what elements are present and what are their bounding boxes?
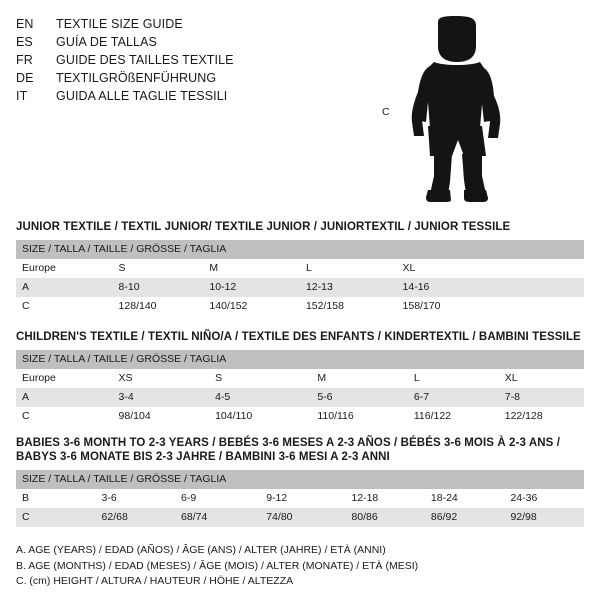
language-title: GUIDA ALLE TAGLIE TESSILI	[56, 89, 228, 103]
cell: L	[408, 369, 499, 388]
size-header-label: SIZE / TALLA / TAILLE / GRÖSSE / TAGLIA	[16, 240, 584, 259]
row-label: Europe	[16, 369, 113, 388]
language-code: FR	[16, 53, 33, 67]
cell: 14-16	[397, 278, 494, 297]
table-row	[16, 278, 584, 297]
section-babies-textile	[16, 436, 584, 527]
cell: 6-7	[408, 388, 499, 407]
legend-line-age-years: A. AGE (YEARS) / EDAD (AÑOS) / ÂGE (ANS) / ALTER (JAHRE) / ETÀ (ANNI)	[16, 544, 386, 556]
cell: XS	[113, 369, 210, 388]
cell: 86/92	[425, 508, 505, 527]
row-label: A	[16, 388, 113, 407]
table-row	[16, 508, 584, 527]
language-title: GUIDE DES TAILLES TEXTILE	[56, 53, 234, 67]
table-row	[16, 407, 584, 426]
row-label: A	[16, 278, 113, 297]
language-code: ES	[16, 35, 33, 49]
cell: XL	[499, 369, 584, 388]
row-label: C	[16, 297, 113, 316]
cell: 110/116	[311, 407, 408, 426]
cell: 62/68	[96, 508, 176, 527]
cell: 6-9	[175, 489, 260, 508]
cell: 122/128	[499, 407, 584, 426]
language-title: GUÍA DE TALLAS	[56, 35, 157, 49]
language-row	[16, 52, 234, 69]
language-row	[16, 70, 234, 87]
cell: S	[113, 259, 204, 278]
cell: 74/80	[260, 508, 345, 527]
toddler-silhouette-figure	[382, 14, 530, 202]
legend	[16, 543, 584, 590]
table-row	[16, 369, 584, 388]
cell: 3-6	[96, 489, 176, 508]
children-size-table	[16, 350, 584, 426]
cell	[493, 278, 584, 297]
cell: 12-18	[345, 489, 425, 508]
cell: M	[203, 259, 300, 278]
row-label: C	[16, 508, 96, 527]
cell: L	[300, 259, 397, 278]
table-row	[16, 259, 584, 278]
cell: 98/104	[113, 407, 210, 426]
table-header-row	[16, 470, 584, 489]
cell: XL	[397, 259, 494, 278]
cell: 104/110	[209, 407, 311, 426]
cell	[493, 259, 584, 278]
language-code: EN	[16, 17, 34, 31]
table-header-row	[16, 350, 584, 369]
legend-line-age-months: B. AGE (MONTHS) / EDAD (MESES) / ÂGE (MOIS) / ALTER (MONATE) / ETÀ (MESI)	[16, 559, 419, 572]
cell: 68/74	[175, 508, 260, 527]
language-row	[16, 34, 234, 51]
cell: 116/122	[408, 407, 499, 426]
language-code: DE	[16, 71, 34, 85]
section-title: CHILDREN'S TEXTILE / TEXTIL NIÑO/A / TEXTILE DES ENFANTS / KINDERTEXTIL / BAMBINI TESSILE	[16, 331, 581, 343]
cell: 24-36	[504, 489, 584, 508]
cell	[493, 297, 584, 316]
table-row	[16, 297, 584, 316]
cell: 10-12	[203, 278, 300, 297]
cell: 128/140	[113, 297, 204, 316]
row-label: Europe	[16, 259, 113, 278]
cell: 9-12	[260, 489, 345, 508]
section-junior-textile	[16, 220, 584, 316]
header	[16, 14, 584, 202]
language-title: TEXTILE SIZE GUIDE	[56, 17, 183, 31]
table-row	[16, 388, 584, 407]
legend-line-height: C. (cm) HEIGHT / ALTURA / HAUTEUR / HÖHE / ALTEZZA	[16, 575, 294, 587]
cell: 152/158	[300, 297, 397, 316]
row-label: B	[16, 489, 96, 508]
cell: 80/86	[345, 508, 425, 527]
row-label: C	[16, 407, 113, 426]
cell: 158/170	[397, 297, 494, 316]
language-row	[16, 88, 234, 105]
section-title: BABIES 3-6 MONTH TO 2-3 YEARS / BEBÉS 3-6 MESES A 2-3 AÑOS / BÉBÉS 3-6 MOIS À 2-3 ANS / BABYS 3-6 MONATE BIS 2-3 JAHRE / BAMBINI 3-6 MESI A 2-3 ANNI	[16, 437, 560, 463]
cell: 140/152	[203, 297, 300, 316]
language-title: TEXTILGRÖßENFÜHRUNG	[56, 71, 217, 85]
language-row	[16, 16, 234, 33]
cell: 92/98	[504, 508, 584, 527]
language-code: IT	[16, 89, 28, 103]
toddler-silhouette-icon	[400, 16, 530, 202]
cell: 18-24	[425, 489, 505, 508]
section-childrens-textile	[16, 330, 584, 426]
cell: 12-13	[300, 278, 397, 297]
cell: M	[311, 369, 408, 388]
cell: 5-6	[311, 388, 408, 407]
height-measure-label: C	[382, 106, 390, 118]
section-title: JUNIOR TEXTILE / TEXTIL JUNIOR/ TEXTILE JUNIOR / JUNIORTEXTIL / JUNIOR TESSILE	[16, 221, 511, 233]
babies-size-table	[16, 470, 584, 527]
table-header-row	[16, 240, 584, 259]
junior-size-table	[16, 240, 584, 316]
cell: 7-8	[499, 388, 584, 407]
cell: 3-4	[113, 388, 210, 407]
size-header-label: SIZE / TALLA / TAILLE / GRÖSSE / TAGLIA	[16, 350, 584, 369]
size-header-label: SIZE / TALLA / TAILLE / GRÖSSE / TAGLIA	[16, 470, 584, 489]
language-title-list	[16, 14, 234, 105]
cell: S	[209, 369, 311, 388]
cell: 4-5	[209, 388, 311, 407]
cell: 8-10	[113, 278, 204, 297]
table-row	[16, 489, 584, 508]
